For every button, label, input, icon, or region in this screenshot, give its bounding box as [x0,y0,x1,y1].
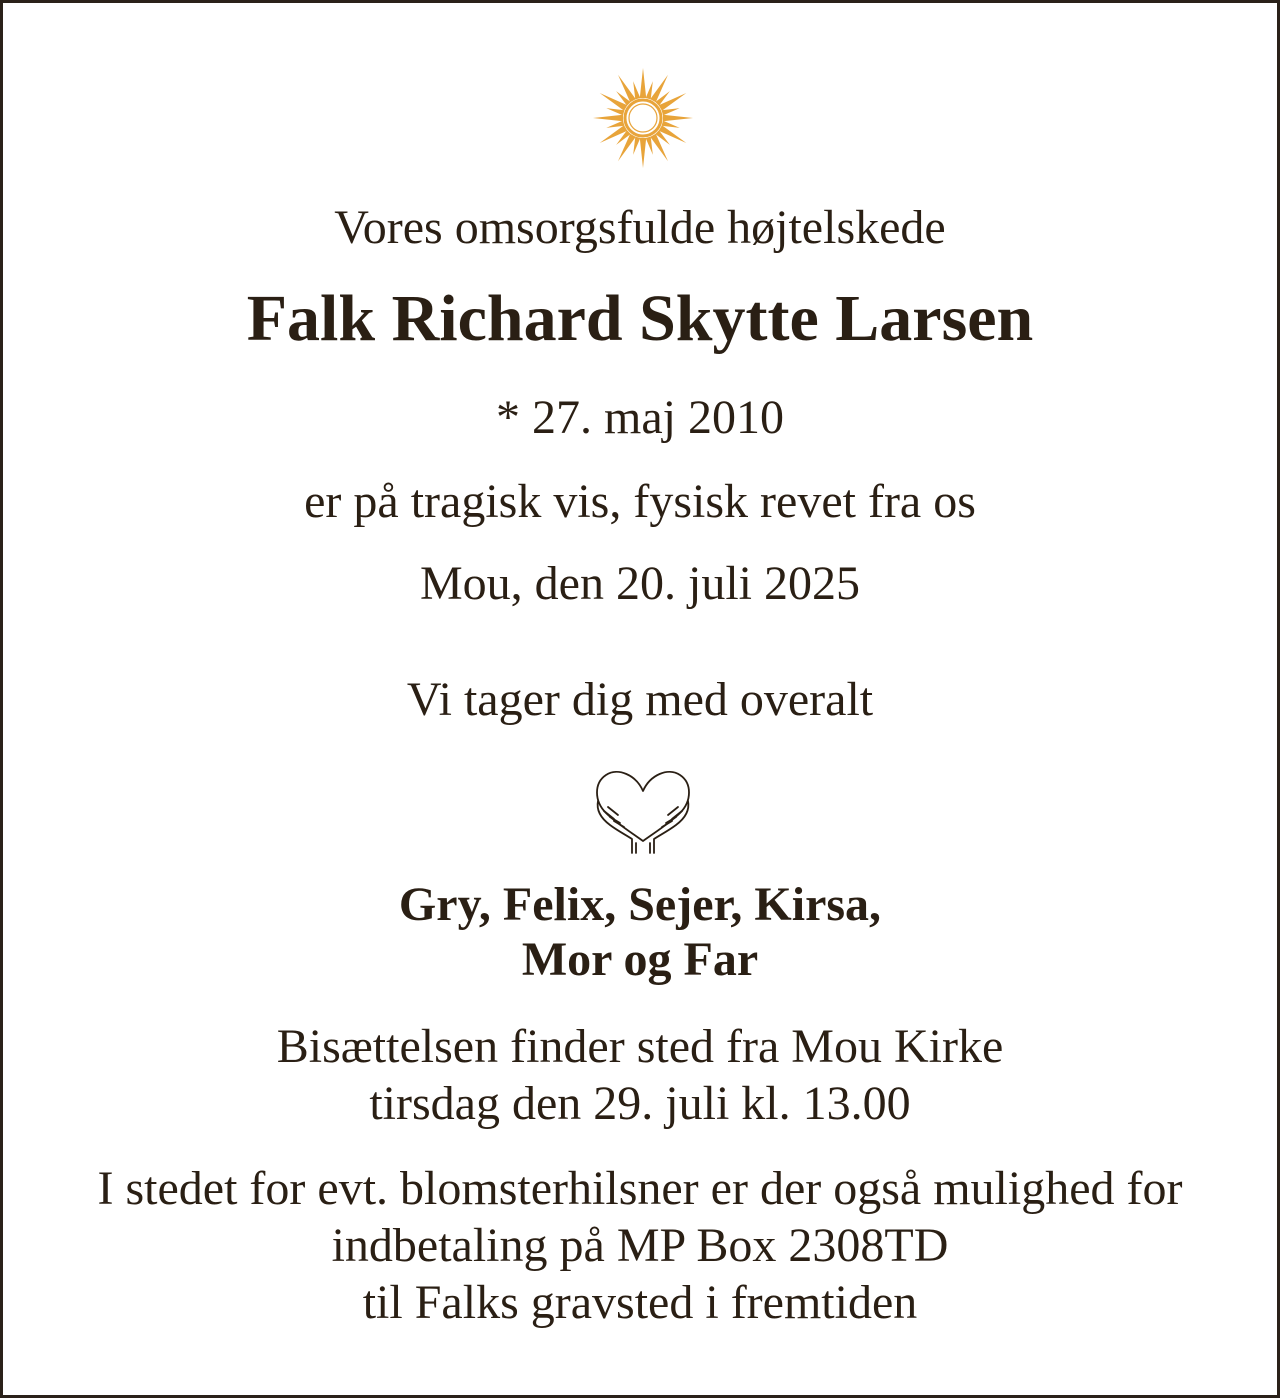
death-place-date: Mou, den 20. juli 2025 [420,557,860,610]
funeral-info-line-1: Bisættelsen finder sted fra Mou Kirke [276,1020,1004,1073]
intro-text: Vores omsorgsfulde højtelskede [334,201,946,254]
birth-date: * 27. maj 2010 [496,391,784,444]
deceased-name: Falk Richard Skytte Larsen [246,282,1034,355]
death-text: er på tragisk vis, fysisk revet fra os [304,475,976,528]
donation-info-line-3: til Falks gravsted i fremtiden [362,1276,918,1329]
heart-in-hands-icon [588,761,698,857]
family-names-line-2: Mor og Far [521,933,759,986]
memorial-saying: Vi tager dig med overalt [406,673,874,726]
sun-icon [592,67,694,169]
donation-info-line-1: I stedet for evt. blomsterhilsner er der også mulighed for [97,1162,1183,1215]
donation-info-line-2: indbetaling på MP Box 2308TD [331,1219,949,1272]
family-names-line-1: Gry, Felix, Sejer, Kirsa, [398,878,882,931]
funeral-info-line-2: tirsdag den 29. juli kl. 13.00 [369,1077,911,1130]
